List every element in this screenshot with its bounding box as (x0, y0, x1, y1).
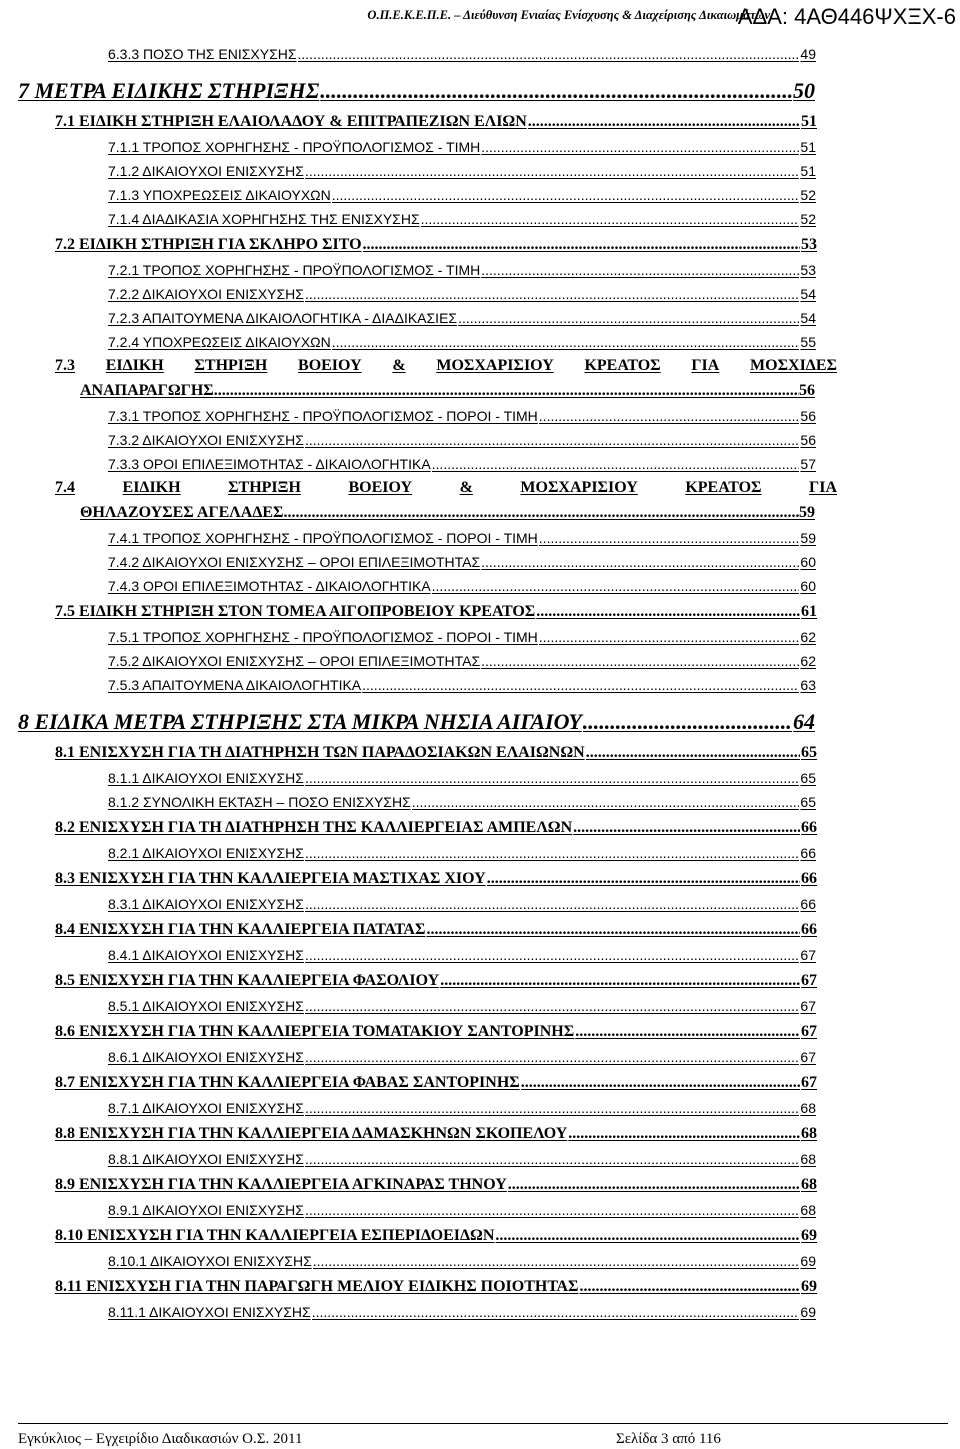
toc-section[interactable] (55, 1167, 817, 1194)
dot-leader (363, 236, 800, 254)
toc-subsection[interactable] (108, 786, 816, 810)
toc-section[interactable] (55, 594, 817, 621)
toc-entry-title: 7.3.2 ΔΙΚΑΙΟΥΧΟΙ ΕΝΙΣΧΥΣΗΣ (108, 432, 304, 448)
toc-subsection[interactable] (108, 254, 816, 278)
toc-entry-title: 8.1.1 ΔΙΚΑΙΟΥΧΟΙ ΕΝΙΣΧΥΣΗΣ (108, 770, 304, 786)
toc-entry-title: 8.1.2 ΣΥΝΟΛΙΚΗ ΕΚΤΑΣΗ – ΠΟΣΟ ΕΝΙΣΧΥΣΗΣ (108, 794, 411, 810)
dot-leader (320, 78, 792, 104)
dot-leader (568, 1125, 800, 1143)
toc-entry-title: 7.2.2 ΔΙΚΑΙΟΥΧΟΙ ΕΝΙΣΧΥΣΗΣ (108, 286, 304, 302)
toc-entry-page: 68 (801, 1125, 817, 1142)
toc-subsection[interactable] (108, 1296, 816, 1320)
toc-entry-title: 8.4.1 ΔΙΚΑΙΟΥΧΟΙ ΕΝΙΣΧΥΣΗΣ (108, 947, 304, 963)
toc-subsection[interactable] (108, 1143, 816, 1167)
toc-entry-page: 62 (800, 629, 816, 645)
dot-leader (536, 603, 800, 621)
dot-leader (481, 653, 799, 669)
dot-leader (487, 870, 800, 888)
toc-entry-word: ΚΡΕΑΤΟΣ (685, 479, 762, 496)
page-footer (18, 1423, 948, 1447)
toc-entry-page: 68 (801, 1176, 817, 1193)
toc-entry-title: 7.1.2 ΔΙΚΑΙΟΥΧΟΙ ΕΝΙΣΧΥΣΗΣ (108, 163, 304, 179)
dot-leader (579, 1278, 800, 1296)
dot-leader (458, 310, 799, 326)
toc-section[interactable] (55, 912, 817, 939)
toc-entry-page: 66 (800, 845, 816, 861)
toc-subsection[interactable] (108, 302, 816, 326)
toc-section[interactable] (55, 227, 817, 254)
toc-entry-page: 59 (800, 530, 816, 546)
dot-leader (481, 139, 799, 155)
toc-entry-title: 7.2.1 ΤΡΟΠΟΣ ΧΟΡΗΓΗΣΗΣ - ΠΡΟΫΠΟΛΟΓΙΣΜΟΣ - ΤΙΜΗ (108, 262, 481, 278)
toc-entry-title: 7.4.2 ΔΙΚΑΙΟΥΧΟΙ ΕΝΙΣΧΥΣΗΣ – ΟΡΟΙ ΕΠΙΛΕΞΙΜΟΤΗΤΑΣ (108, 554, 481, 570)
toc-entry-page: 67 (800, 947, 816, 963)
toc-entry-title: 7.3.1 ΤΡΟΠΟΣ ΧΟΡΗΓΗΣΗΣ - ΠΡΟΫΠΟΛΟΓΙΣΜΟΣ - ΠΟΡΟΙ - ΤΙΜΗ (108, 408, 538, 424)
toc-subsection[interactable] (108, 990, 816, 1014)
toc-entry-page: 52 (800, 211, 816, 227)
dot-leader (305, 896, 799, 912)
toc-entry-title: 8.5 ΕΝΙΣΧΥΣΗ ΓΙΑ ΤΗΝ ΚΑΛΛΙΕΡΓΕΙΑ ΦΑΣΟΛΙΟΥ (55, 972, 440, 989)
toc-entry-page: 50 (793, 78, 815, 103)
toc-entry-page: 69 (800, 1304, 816, 1320)
toc-entry-title: 8 ΕΙΔΙΚΑ ΜΕΤΡΑ ΣΤΗΡΙΞΗΣ ΣΤΑ ΜΙΚΡΑ ΝΗΣΙΑ ΑΙΓΑΙΟΥ (18, 709, 582, 734)
toc-entry-page: 69 (801, 1227, 817, 1244)
toc-entry-page: 61 (801, 603, 817, 620)
toc-subsection[interactable] (108, 131, 816, 155)
toc-subsection[interactable] (108, 621, 816, 645)
toc-entry-word: ΣΤΗΡΙΞΗ (194, 357, 268, 374)
toc-entry-word: ΒΟΕΙΟΥ (348, 479, 413, 496)
dot-leader (432, 578, 800, 594)
toc-entry-title: 8.4 ΕΝΙΣΧΥΣΗ ΓΙΑ ΤΗΝ ΚΑΛΛΙΕΡΓΕΙΑ ΠΑΤΑΤΑΣ (55, 921, 426, 938)
toc-entry-title: 8.7 ΕΝΙΣΧΥΣΗ ΓΙΑ ΤΗΝ ΚΑΛΛΙΕΡΓΕΙΑ ΦΑΒΑΣ ΣΑΝΤΟΡΙΝΗΣ (55, 1074, 520, 1091)
toc-entry-page: 68 (800, 1151, 816, 1167)
toc-entry-page: 66 (801, 870, 817, 887)
toc-section[interactable] (55, 104, 817, 131)
toc-subsection[interactable] (108, 888, 816, 912)
toc-entry-title: 8.6.1 ΔΙΚΑΙΟΥΧΟΙ ΕΝΙΣΧΥΣΗΣ (108, 1049, 304, 1065)
toc-subsection[interactable] (108, 203, 816, 227)
dot-leader (440, 972, 800, 990)
toc-section[interactable] (55, 1116, 817, 1143)
toc-entry-page: 68 (800, 1100, 816, 1116)
dot-leader (332, 334, 800, 350)
toc-entry-title: 7.1.3 ΥΠΟΧΡΕΩΣΕΙΣ ΔΙΚΑΙΟΥΧΩΝ (108, 187, 331, 203)
toc-entry-page: 53 (800, 262, 816, 278)
toc-entry-word: & (459, 479, 473, 496)
toc-entry-page: 51 (801, 113, 817, 130)
dot-leader (305, 998, 799, 1014)
toc-subsection[interactable] (108, 762, 816, 786)
toc-entry-page: 66 (801, 921, 817, 938)
toc-entry-title-continued: ΑΝΑΠΑΡΑΓΩΓΗΣ (80, 382, 214, 399)
toc-subsection[interactable] (108, 570, 816, 594)
toc-entry-title: 8.11.1 ΔΙΚΑΙΟΥΧΟΙ ΕΝΙΣΧΥΣΗΣ (108, 1304, 311, 1320)
toc-entry-word: ΜΟΣΧΙΔΕΣ (750, 357, 837, 374)
toc-entry-title: 8.8.1 ΔΙΚΑΙΟΥΧΟΙ ΕΝΙΣΧΥΣΗΣ (108, 1151, 304, 1167)
toc-entry-title (55, 350, 837, 375)
toc-entry-word: 7.3 (55, 357, 75, 374)
page-header (0, 3, 960, 29)
toc-subsection[interactable] (108, 278, 816, 302)
toc-section[interactable] (55, 1065, 817, 1092)
dot-leader (305, 1202, 799, 1218)
toc-entry-page: 67 (800, 1049, 816, 1065)
toc-entry-page: 59 (799, 504, 815, 521)
toc-entry-wrapped[interactable] (55, 350, 837, 400)
toc-entry-word: 7.4 (55, 479, 75, 496)
dot-leader (573, 819, 800, 837)
toc-entry-page: 56 (800, 408, 816, 424)
toc-section[interactable] (55, 1269, 817, 1296)
toc-subsection[interactable] (108, 448, 816, 472)
toc-subsection[interactable] (108, 939, 816, 963)
toc-entry-word: ΣΤΗΡΙΞΗ (228, 479, 301, 496)
toc-entry-title: 8.9.1 ΔΙΚΑΙΟΥΧΟΙ ΕΝΙΣΧΥΣΗΣ (108, 1202, 304, 1218)
toc-entry-page: 54 (800, 286, 816, 302)
toc-entry-word: ΓΙΑ (691, 357, 720, 374)
toc-section[interactable] (55, 861, 817, 888)
toc-entry-title: 8.8 ΕΝΙΣΧΥΣΗ ΓΙΑ ΤΗΝ ΚΑΛΛΙΕΡΓΕΙΑ ΔΑΜΑΣΚΗΝΩΝ ΣΚΟΠΕΛΟΥ (55, 1125, 568, 1142)
toc-entry-word: ΒΟΕΙΟΥ (298, 357, 362, 374)
toc-chapter[interactable] (18, 70, 815, 104)
toc-entry-page: 68 (800, 1202, 816, 1218)
dot-leader (305, 1151, 799, 1167)
toc-entry-page: 63 (800, 677, 816, 693)
dot-leader (508, 1176, 800, 1194)
toc-entry-title: 7.2.3 ΑΠΑΙΤΟΥΜΕΝΑ ΔΙΚΑΙΟΛΟΓΗΤΙΚΑ - ΔΙΑΔΙΚΑΣΙΕΣ (108, 310, 458, 326)
toc-section[interactable] (55, 1218, 817, 1245)
toc-entry-title: 7.5.1 ΤΡΟΠΟΣ ΧΟΡΗΓΗΣΗΣ - ΠΡΟΫΠΟΛΟΓΙΣΜΟΣ - ΠΟΡΟΙ - ΤΙΜΗ (108, 629, 538, 645)
toc-entry-title: 8.7.1 ΔΙΚΑΙΟΥΧΟΙ ΕΝΙΣΧΥΣΗΣ (108, 1100, 304, 1116)
ada-code: ΑΔΑ: 4ΑΘ446ΨΧΞΧ-6 (737, 4, 956, 29)
toc-entry-title: 8.2.1 ΔΙΚΑΙΟΥΧΟΙ ΕΝΙΣΧΥΣΗΣ (108, 845, 304, 861)
toc-subsection[interactable] (108, 1041, 816, 1065)
toc-subsection[interactable] (108, 1194, 816, 1218)
toc-entry-page: 49 (800, 46, 816, 62)
toc-entry-page: 69 (800, 1253, 816, 1269)
dot-leader (539, 530, 800, 546)
dot-leader (298, 46, 800, 62)
toc-chapter[interactable] (18, 701, 815, 735)
toc-entry-page: 66 (800, 896, 816, 912)
footer-document-title: Εγκύκλιος – Εγχειρίδιο Διαδικασιών Ο.Σ. 2011 (18, 1431, 303, 1447)
toc-entry-page: 53 (801, 236, 817, 253)
toc-entry-title: 8.5.1 ΔΙΚΑΙΟΥΧΟΙ ΕΝΙΣΧΥΣΗΣ (108, 998, 304, 1014)
toc-subsection[interactable] (108, 179, 816, 203)
toc-subsection[interactable] (108, 400, 816, 424)
dot-leader (412, 794, 800, 810)
toc-entry-word: ΚΡΕΑΤΟΣ (584, 357, 661, 374)
dot-leader (305, 770, 799, 786)
toc-subsection[interactable] (108, 326, 816, 350)
dot-leader (528, 113, 800, 131)
footer-page-number: Σελίδα 3 από 116 (616, 1431, 721, 1447)
toc-entry-word: & (392, 357, 406, 374)
toc-entry-page: 62 (800, 653, 816, 669)
dot-leader (481, 554, 799, 570)
dot-leader (305, 163, 799, 179)
toc-entry-title: 7.4.1 ΤΡΟΠΟΣ ΧΟΡΗΓΗΣΗΣ - ΠΡΟΫΠΟΛΟΓΙΣΜΟΣ - ΠΟΡΟΙ - ΤΙΜΗ (108, 530, 538, 546)
toc-subsection[interactable] (108, 837, 816, 861)
toc-entry-page: 56 (799, 382, 815, 399)
toc-entry-page: 64 (793, 709, 815, 734)
toc-entry-page: 67 (801, 1023, 817, 1040)
toc-entry-page: 69 (801, 1278, 817, 1295)
toc-entry-title-continued: ΘΗΛΑΖΟΥΣΕΣ ΑΓΕΛΑΔΕΣ (80, 504, 284, 521)
toc-entry-page: 66 (801, 819, 817, 836)
toc-entry-page: 67 (800, 998, 816, 1014)
toc-subsection[interactable] (108, 1245, 816, 1269)
dot-leader (305, 286, 799, 302)
toc-entry-title: 7 ΜΕΤΡΑ ΕΙΔΙΚΗΣ ΣΤΗΡΙΞΗΣ (18, 78, 320, 103)
dot-leader (305, 1049, 799, 1065)
toc-section[interactable] (55, 1014, 817, 1041)
dot-leader (495, 1227, 800, 1245)
toc-entry-title: 7.5.3 ΑΠΑΙΤΟΥΜΕΝΑ ΔΙΚΑΙΟΛΟΓΗΤΙΚΑ (108, 677, 362, 693)
toc-entry-title: 8.1 ΕΝΙΣΧΥΣΗ ΓΙΑ ΤΗ ΔΙΑΤΗΡΗΣΗ ΤΩΝ ΠΑΡΑΔΟΣΙΑΚΩΝ ΕΛΑΙΩΝΩΝ (55, 744, 585, 761)
toc-entry-page: 65 (801, 744, 817, 761)
toc-entry-page: 65 (800, 794, 816, 810)
dot-leader (305, 947, 799, 963)
dot-leader (305, 1100, 799, 1116)
toc-entry-title: 8.11 ΕΝΙΣΧΥΣΗ ΓΙΑ ΤΗΝ ΠΑΡΑΓΩΓΗ ΜΕΛΙΟΥ ΕΙΔΙΚΗΣ ΠΟΙΟΤΗΤΑΣ (55, 1278, 579, 1295)
toc-entry-page: 67 (801, 972, 817, 989)
toc-subsection[interactable] (108, 669, 816, 693)
toc-entry-title: 7.1 ΕΙΔΙΚΗ ΣΤΗΡΙΞΗ ΕΛΑΙΟΛΑΔΟΥ & ΕΠΙΤΡΑΠΕΖΙΩΝ ΕΛΙΩΝ (55, 113, 527, 130)
toc-entry-page: 60 (800, 578, 816, 594)
toc-entry-title: 8.10.1 ΔΙΚΑΙΟΥΧΟΙ ΕΝΙΣΧΥΣΗΣ (108, 1253, 312, 1269)
header-title: Ο.Π.Ε.Κ.Ε.Π.Ε. – Διεύθυνση Ενιαίας Ενίσχυσης & Διαχείρισης Δικαιωμάτων (367, 8, 770, 22)
toc-entry-title: 8.3 ΕΝΙΣΧΥΣΗ ΓΙΑ ΤΗΝ ΚΑΛΛΙΕΡΓΕΙΑ ΜΑΣΤΙΧΑΣ ΧΙΟΥ (55, 870, 486, 887)
toc-entry-page: 54 (800, 310, 816, 326)
toc-subsection[interactable] (108, 522, 816, 546)
toc-entry-title: 8.2 ΕΝΙΣΧΥΣΗ ΓΙΑ ΤΗ ΔΙΑΤΗΡΗΣΗ ΤΗΣ ΚΑΛΛΙΕΡΓΕΙΑΣ ΑΜΠΕΛΩΝ (55, 819, 573, 836)
toc-entry-word: ΕΙΔΙΚΗ (122, 479, 181, 496)
dot-leader (575, 1023, 800, 1041)
toc-entry-page: 55 (800, 334, 816, 350)
toc-subsection[interactable] (108, 645, 816, 669)
toc-entry-page: 67 (801, 1074, 817, 1091)
toc-entry-title: 7.5.2 ΔΙΚΑΙΟΥΧΟΙ ΕΝΙΣΧΥΣΗΣ – ΟΡΟΙ ΕΠΙΛΕΞΙΜΟΤΗΤΑΣ (108, 653, 481, 669)
toc-entry-title: 7.2.4 ΥΠΟΧΡΕΩΣΕΙΣ ΔΙΚΑΙΟΥΧΩΝ (108, 334, 331, 350)
toc-entry-title: 8.6 ΕΝΙΣΧΥΣΗ ΓΙΑ ΤΗΝ ΚΑΛΛΙΕΡΓΕΙΑ ΤΟΜΑΤΑΚΙΟΥ ΣΑΝΤΟΡΙΝΗΣ (55, 1023, 575, 1040)
table-of-contents (0, 38, 960, 1320)
toc-subsection[interactable] (108, 1092, 816, 1116)
dot-leader (214, 382, 799, 400)
dot-leader (362, 677, 799, 693)
dot-leader (586, 744, 800, 762)
dot-leader (332, 187, 800, 203)
toc-entry-word: ΜΟΣΧΑΡΙΣΙΟΥ (520, 479, 638, 496)
toc-entry-title: 7.1.4 ΔΙΑΔΙΚΑΣΙΑ ΧΟΡΗΓΗΣΗΣ ΤΗΣ ΕΝΙΣΧΥΣΗΣ (108, 211, 420, 227)
dot-leader (426, 921, 800, 939)
toc-entry-title: 8.10 ΕΝΙΣΧΥΣΗ ΓΙΑ ΤΗΝ ΚΑΛΛΙΕΡΓΕΙΑ ΕΣΠΕΡΙΔΟΕΙΔΩΝ (55, 1227, 495, 1244)
toc-entry-title: 7.2 ΕΙΔΙΚΗ ΣΤΗΡΙΞΗ ΓΙΑ ΣΚΛΗΡΟ ΣΙΤΟ (55, 236, 362, 253)
toc-entry-title: 8.9 ΕΝΙΣΧΥΣΗ ΓΙΑ ΤΗΝ ΚΑΛΛΙΕΡΓΕΙΑ ΑΓΚΙΝΑΡΑΣ ΤΗΝΟΥ (55, 1176, 507, 1193)
toc-entry-page: 51 (800, 163, 816, 179)
toc-entry-title: 7.1.1 ΤΡΟΠΟΣ ΧΟΡΗΓΗΣΗΣ - ΠΡΟΫΠΟΛΟΓΙΣΜΟΣ - ΤΙΜΗ (108, 139, 481, 155)
toc-entry-title: 6.3.3 ΠΟΣΟ ΤΗΣ ΕΝΙΣΧΥΣΗΣ (108, 46, 297, 62)
toc-subsection[interactable] (108, 155, 816, 179)
toc-entry-page: 65 (800, 770, 816, 786)
toc-section[interactable] (55, 735, 817, 762)
toc-section[interactable] (55, 810, 817, 837)
dot-leader (283, 504, 799, 522)
toc-entry-page: 60 (800, 554, 816, 570)
dot-leader (521, 1074, 800, 1092)
dot-leader (539, 408, 800, 424)
dot-leader (305, 845, 799, 861)
toc-entry-page: 56 (800, 432, 816, 448)
dot-leader (312, 1304, 800, 1320)
toc-entry-word: ΓΙΑ (809, 479, 837, 496)
dot-leader (583, 709, 792, 735)
dot-leader (313, 1253, 800, 1269)
toc-entry-title: 8.3.1 ΔΙΚΑΙΟΥΧΟΙ ΕΝΙΣΧΥΣΗΣ (108, 896, 304, 912)
dot-leader (305, 432, 799, 448)
toc-entry-page: 57 (800, 456, 816, 472)
toc-subsection[interactable] (108, 424, 816, 448)
dot-leader (481, 262, 799, 278)
toc-entry-title (55, 472, 837, 497)
dot-leader (432, 456, 800, 472)
toc-entry-title: 7.5 ΕΙΔΙΚΗ ΣΤΗΡΙΞΗ ΣΤΟΝ ΤΟΜΕΑ ΑΙΓΟΠΡΟΒΕΙΟΥ ΚΡΕΑΤΟΣ (55, 603, 536, 620)
toc-entry-wrapped[interactable] (55, 472, 837, 522)
toc-entry-word: ΕΙΔΙΚΗ (105, 357, 164, 374)
toc-entry-word: ΜΟΣΧΑΡΙΣΙΟΥ (436, 357, 554, 374)
toc-subsection[interactable] (108, 546, 816, 570)
toc-entry-page: 51 (800, 139, 816, 155)
dot-leader (421, 211, 800, 227)
toc-entry-page: 52 (800, 187, 816, 203)
toc-entry-title: 7.4.3 ΟΡΟΙ ΕΠΙΛΕΞΙΜΟΤΗΤΑΣ - ΔΙΚΑΙΟΛΟΓΗΤΙΚΑ (108, 578, 431, 594)
toc-subsection[interactable] (108, 38, 816, 62)
toc-entry-title: 7.3.3 ΟΡΟΙ ΕΠΙΛΕΞΙΜΟΤΗΤΑΣ - ΔΙΚΑΙΟΛΟΓΗΤΙΚΑ (108, 456, 431, 472)
toc-section[interactable] (55, 963, 817, 990)
dot-leader (539, 629, 800, 645)
